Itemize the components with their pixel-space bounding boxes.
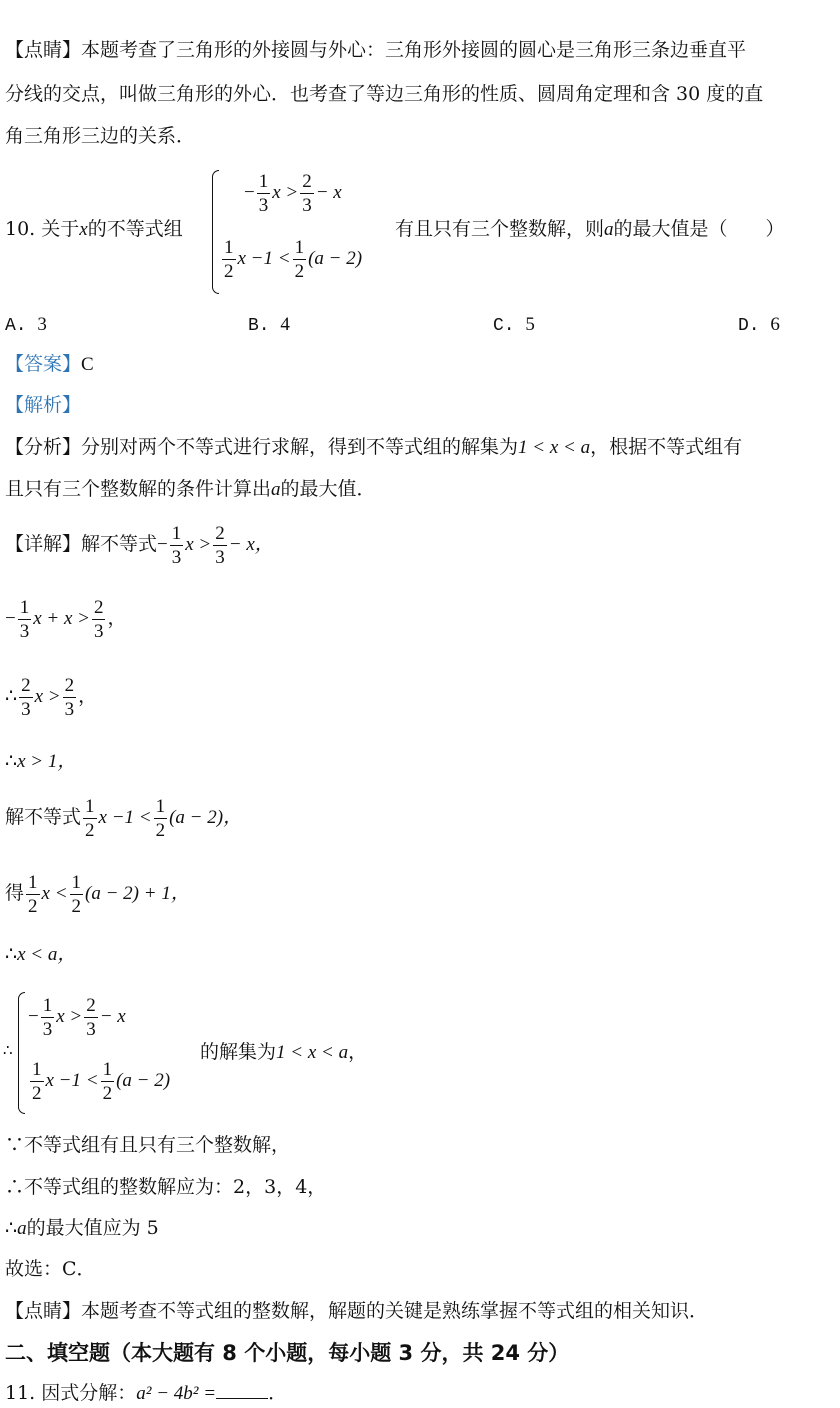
option-d[interactable]: D. 6 (738, 314, 780, 336)
answer-value: C (81, 354, 94, 375)
step-7: ∴x < a， (5, 944, 77, 965)
step-1: 【详解】解不等式− $\frac{1}{3}$ x > $\frac{2}{3}$ − x， (5, 523, 274, 568)
step-11: ∴a的最大值应为 5 (5, 1217, 159, 1239)
step-9: ∵不等式组有且只有三个整数解， (5, 1134, 291, 1156)
q11-answer-blank[interactable] (216, 1382, 268, 1399)
step-5: 解不等式 $\frac{1}{2}$ x −1 < $\frac{1}{2}$ (a − 2)， (5, 796, 243, 841)
choose-line: 故选：C． (5, 1258, 96, 1280)
step-2: − $\frac{1}{3}$ x + x > $\frac{2}{3}$ ， (5, 597, 127, 642)
answer-line (5, 355, 94, 374)
step-3: ∴ $\frac{2}{3}$ x > $\frac{2}{3}$ ， (5, 675, 98, 720)
dianjing-line-3: 角三角形三边的关系． (5, 125, 196, 147)
step-8-ineq-1: − $\frac{1}{3}$ x > $\frac{2}{3}$ − x (28, 995, 126, 1040)
dianjing-line-1 (5, 41, 746, 60)
q10-inequality-1: − $\frac{1}{3}$ x > $\frac{2}{3}$ − x (244, 171, 342, 216)
step-8-ineq-2: $\frac{1}{2}$ x −1 < $\frac{1}{2}$ (a − 2) (32, 1059, 171, 1104)
dianjing-text: 本题考查了三角形的外接圆与外心：三角形外接圆的圆心是三角形三条边垂直平 (81, 39, 747, 61)
dianjing-2: 【点睛】本题考查不等式组的整数解，解题的关键是熟练掌握不等式组的相关知识． (5, 1300, 709, 1322)
q10-system-brace (212, 170, 219, 294)
dianjing-line-2: 分线的交点，叫做三角形的外心．也考查了等边三角形的性质、圆周角定理和含 30 度的直 (5, 83, 764, 105)
answer-tag: 【答案】 (5, 353, 82, 375)
q10-stem-prefix: 10. 关于x的不等式组 (5, 218, 183, 240)
step-8-brace (18, 992, 25, 1114)
q11-line: 11. 因式分解：a² − 4b² = ． (5, 1382, 288, 1404)
section-2-title: 二、填空题（本大题有 8 个小题，每小题 3 分，共 24 分） (5, 1341, 570, 1365)
step-8-therefore: ∴ (3, 1041, 13, 1059)
dianjing-tag: 【点睛】 (5, 39, 82, 61)
option-c[interactable]: C. 5 (493, 314, 535, 336)
step-6: 得 $\frac{1}{2}$ x < $\frac{1}{2}$ (a − 2) + 1， (5, 872, 190, 917)
step-8-result: 的解集为1 < x < a， (200, 1041, 368, 1063)
fenxi-line-2: 且只有三个整数解的条件计算出a的最大值． (5, 478, 376, 500)
q10-stem-suffix: 有且只有三个整数解，则a的最大值是（ ） (395, 218, 785, 240)
option-a[interactable]: A. 3 (5, 314, 47, 336)
fenxi-line-1: 【分析】分别对两个不等式进行求解，得到不等式组的解集为1 < x < a，根据不等式组有 (5, 436, 743, 458)
option-b[interactable]: B. 4 (248, 314, 290, 336)
jiexi-tag: 【解析】 (5, 394, 82, 416)
step-10: ∴不等式组的整数解应为：2，3，4， (5, 1176, 327, 1198)
step-4: ∴x > 1， (5, 751, 77, 772)
q10-inequality-2: $\frac{1}{2}$ x −1 < $\frac{1}{2}$ (a − 2) (224, 237, 363, 282)
